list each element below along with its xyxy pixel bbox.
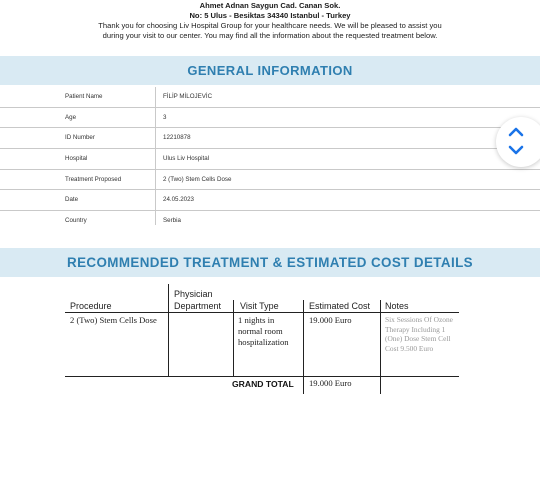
info-value: 2 (Two) Stem Cells Dose: [163, 175, 232, 183]
intro-line-2: during your visit to our center. You may find all the information about the requested treatment below.: [102, 31, 438, 40]
info-label: Age: [65, 113, 77, 121]
info-value: 24.05.2023: [163, 196, 194, 204]
info-value: Ulus Liv Hospital: [163, 155, 210, 163]
info-value: 12210878: [163, 134, 191, 142]
intro-line-1: Thank you for choosing Liv Hospital Group for your healthcare needs. We will be pleased to assist you: [98, 21, 442, 30]
cell-estimated-cost: 19.000 Euro: [309, 315, 352, 325]
header-department-line2: Department: [174, 301, 222, 311]
info-label: Patient Name: [65, 93, 103, 100]
address-line-2: No: 5 Ulus - Besiktas 34340 Istanbul - Turkey: [189, 11, 351, 20]
info-value: FİLİP MİLOJEVİC: [163, 93, 213, 100]
table-rule: [168, 284, 169, 376]
info-label: Treatment Proposed: [65, 175, 122, 183]
header-notes: Notes: [385, 301, 409, 311]
info-label: ID Number: [65, 134, 95, 142]
general-information-heading: GENERAL INFORMATION: [0, 56, 540, 85]
header-department-line1: Physician: [174, 289, 213, 299]
cell-visit-type: 1 nights in normal room hospitalization: [238, 315, 289, 347]
table-rule: [65, 312, 459, 313]
info-label: Hospital: [65, 155, 88, 163]
info-value: 3: [163, 113, 167, 121]
grand-total-value: 19.000 Euro: [309, 378, 352, 388]
table-rule: [303, 300, 304, 394]
grand-total-label: GRAND TOTAL: [232, 379, 294, 389]
address-line-1: Ahmet Adnan Saygun Cad. Canan Sok.: [199, 1, 341, 10]
header-procedure: Procedure: [70, 301, 112, 311]
info-label: Date: [65, 196, 79, 204]
table-rule: [65, 376, 459, 377]
cost-details-heading: RECOMMENDED TREATMENT & ESTIMATED COST DETAILS: [0, 248, 540, 277]
header-estimated-cost: Estimated Cost: [309, 301, 371, 311]
info-label: Country: [65, 217, 87, 225]
info-value: Serbia: [163, 217, 181, 225]
cell-procedure: 2 (Two) Stem Cells Dose: [70, 315, 157, 325]
cell-notes: Six Sessions Of Ozone Therapy Including 1 (One) Dose Stem Cell Cost 9.500 Euro: [385, 315, 453, 353]
table-rule: [380, 300, 381, 394]
header-visit-type: Visit Type: [240, 301, 279, 311]
